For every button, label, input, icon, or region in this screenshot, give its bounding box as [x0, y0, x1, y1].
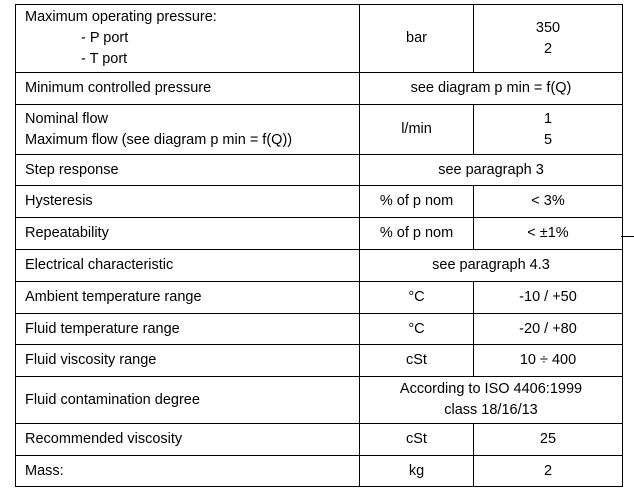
table-row	[16, 218, 623, 250]
unit-cell: cSt	[360, 345, 474, 377]
param-cell	[16, 105, 360, 155]
table-row	[16, 424, 623, 456]
table-row	[16, 456, 623, 487]
specifications-table	[15, 4, 623, 487]
value-cell: 2	[474, 456, 623, 487]
table-row	[16, 250, 623, 282]
value-line: class 18/16/13	[444, 402, 538, 418]
unit-cell: kg	[360, 456, 474, 487]
unit-cell: % of p nom	[360, 218, 474, 250]
param-cell: Recommended viscosity	[16, 424, 360, 456]
table-row	[16, 282, 623, 314]
value-cell: see paragraph 3	[360, 155, 623, 186]
value-cell: -20 / +80	[474, 314, 623, 345]
param-cell: Step response	[16, 155, 360, 186]
table-row	[16, 314, 623, 345]
param-cell: Fluid viscosity range	[16, 345, 360, 377]
unit-cell: °C	[360, 282, 474, 314]
value-cell: 10 ÷ 400	[474, 345, 623, 377]
param-sub-label: - P port	[81, 30, 129, 46]
value-cell	[474, 105, 623, 155]
table-row	[16, 5, 623, 73]
value-cell: 25	[474, 424, 623, 456]
value-line: 350	[535, 19, 561, 36]
param-label: Nominal flow	[25, 110, 108, 127]
value-line: According to ISO 4406:1999	[399, 381, 583, 397]
param-sub-label: - T port	[81, 51, 128, 67]
param-cell: Mass:	[16, 456, 360, 487]
table-row	[16, 105, 623, 155]
table-row	[16, 345, 623, 377]
param-cell: Ambient temperature range	[16, 282, 360, 314]
param-cell: Repeatability	[16, 218, 360, 250]
value-cell: see paragraph 4.3	[360, 250, 623, 282]
param-label: Maximum operating pressure:	[25, 9, 217, 25]
value-line: 1	[543, 110, 553, 127]
value-cell	[360, 377, 623, 424]
param-cell: Minimum controlled pressure	[16, 73, 360, 105]
table-row	[16, 186, 623, 218]
value-cell: see diagram p min = f(Q)	[360, 73, 623, 105]
edge-tick-mark	[621, 236, 634, 237]
unit-cell: % of p nom	[360, 186, 474, 218]
param-cell: Electrical characteristic	[16, 250, 360, 282]
value-line: 5	[543, 131, 553, 148]
value-cell: < ±1%	[474, 218, 623, 250]
unit-cell: bar	[360, 5, 474, 73]
unit-cell: °C	[360, 314, 474, 345]
param-cell: Fluid contamination degree	[16, 377, 360, 424]
value-cell: -10 / +50	[474, 282, 623, 314]
param-cell	[16, 5, 360, 73]
unit-cell: l/min	[360, 105, 474, 155]
unit-cell: cSt	[360, 424, 474, 456]
value-cell	[474, 5, 623, 73]
value-cell: < 3%	[474, 186, 623, 218]
value-line: 2	[543, 40, 553, 57]
param-label: Maximum flow (see diagram p min = f(Q))	[25, 131, 293, 148]
table-row	[16, 155, 623, 186]
table-row	[16, 73, 623, 105]
param-cell: Hysteresis	[16, 186, 360, 218]
table-row	[16, 377, 623, 424]
param-cell: Fluid temperature range	[16, 314, 360, 345]
